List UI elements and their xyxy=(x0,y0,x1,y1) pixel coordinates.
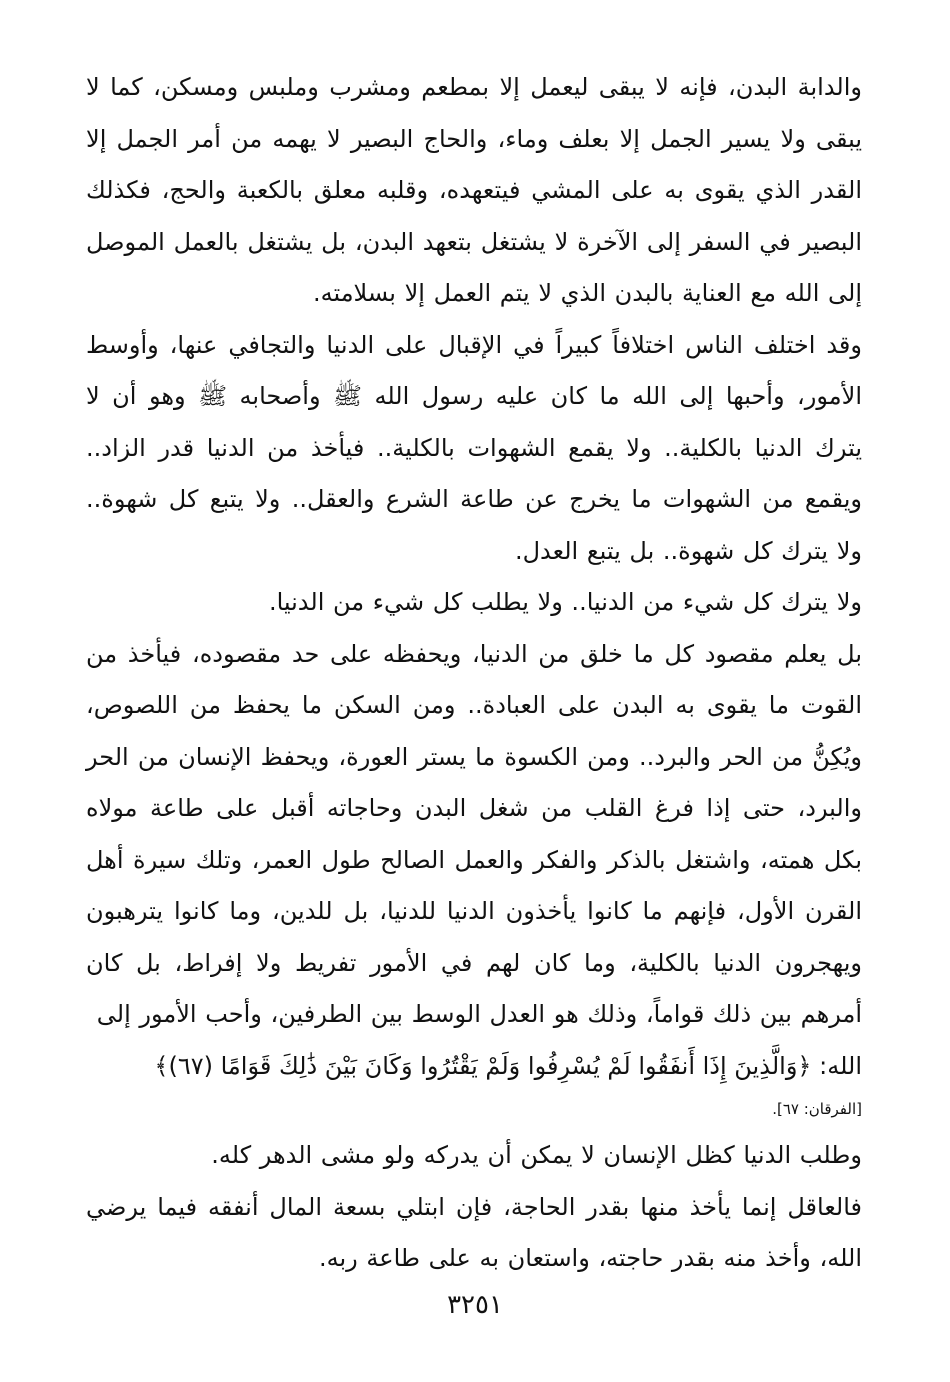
verse-citation: [الفرقان: ٦٧]. xyxy=(772,1100,862,1118)
quran-verse-line xyxy=(86,1041,862,1093)
paragraph-shadow: وطلب الدنيا كظل الإنسان لا يمكن أن يدركه ولو مشى الدهر كله. xyxy=(211,1141,862,1169)
verse-lead: الله: xyxy=(819,1051,862,1080)
verse-close-ornament: ﴾ xyxy=(154,1051,169,1080)
paragraph-wise-person: فالعاقل إنما يأخذ منها بقدر الحاجة، فإن ابتلي بسعة المال أنفقه فيما يرضي الله، وأخذ منه بقدر حاجته، واستعان به على طاعة ربه. xyxy=(86,1192,862,1272)
page-body xyxy=(86,62,862,1285)
paragraph-balance: ولا يترك كل شيء من الدنيا.. ولا يطلب كل شيء من الدنيا. xyxy=(268,588,862,616)
page-number: ٣٢٥١ xyxy=(447,1290,503,1320)
verse-open-ornament: ﴿ xyxy=(797,1051,812,1080)
paragraph-purpose: بل يعلم مقصود كل ما خلق من الدنيا، ويحفظه على حد مقصوده، فيأخذ من القوت ما يقوى به البدن على العبادة.. ومن السكن ما يحفظ من اللصوص، ويُكِنُّ من الحر والبرد.. ومن الكسوة ما يستر العورة، ويحفظ الإنسان من الحر والبرد، حتى إذا فرغ القلب من شغل البدن وحاجاته أقبل على طاعة مولاه بكل همته، واشتغل بالذكر والفكر والعمل الصالح طول العمر، وتلك سيرة أهل القرن الأول، فإنهم ما كانوا يأخذون الدنيا للدنيا، بل للدين، وما كانوا يترهبون ويهجرون الدنيا بالكلية، وما كان لهم في الأمور تفريط ولا إفراط، بل كان أمرهم بين ذلك قواماً، وذلك هو العدل الوسط بين الطرفين، وأحب الأمور إلى xyxy=(86,639,862,1028)
paragraph-moderation: وقد اختلف الناس اختلافاً كبيراً في الإقبال على الدنيا والتجافي عنها، وأوسط الأمور، وأحبها إلى الله ما كان عليه رسول الله ﷺ وأصحابه ﷺ وهو أن لا يترك الدنيا بالكلية.. ولا يقمع الشهوات بالكلية.. فيأخذ من الدنيا قدر الزاد.. ويقمع من الشهوات ما يخرج عن طاعة الشرع والعقل.. ولا يتبع كل شهوة.. ولا يترك كل شهوة.. بل يتبع العدل. xyxy=(86,330,862,565)
verse-text: وَالَّذِينَ إِذَا أَنفَقُوا لَمْ يُسْرِفُوا وَلَمْ يَقْتُرُوا وَكَانَ بَيْنَ ذَٰلِكَ قَوَامًا xyxy=(220,1051,798,1080)
verse-number: (٦٧) xyxy=(168,1051,213,1080)
paragraph-body-animal: والدابة البدن، فإنه لا يبقى ليعمل إلا بمطعم ومشرب وملبس ومسكن، كما لا يبقى ولا يسير الجمل إلا بعلف وماء، والحاج البصير لا يهمه من أمر الجمل إلا القدر الذي يقوى به على المشي فيتعهده، وقلبه معلق بالكعبة والحج، فكذلك البصير في السفر إلى الآخرة لا يشتغل بتعهد البدن، بل يشتغل بالعمل الموصل إلى الله مع العناية بالبدن الذي لا يتم العمل إلا بسلامته. xyxy=(86,73,862,307)
